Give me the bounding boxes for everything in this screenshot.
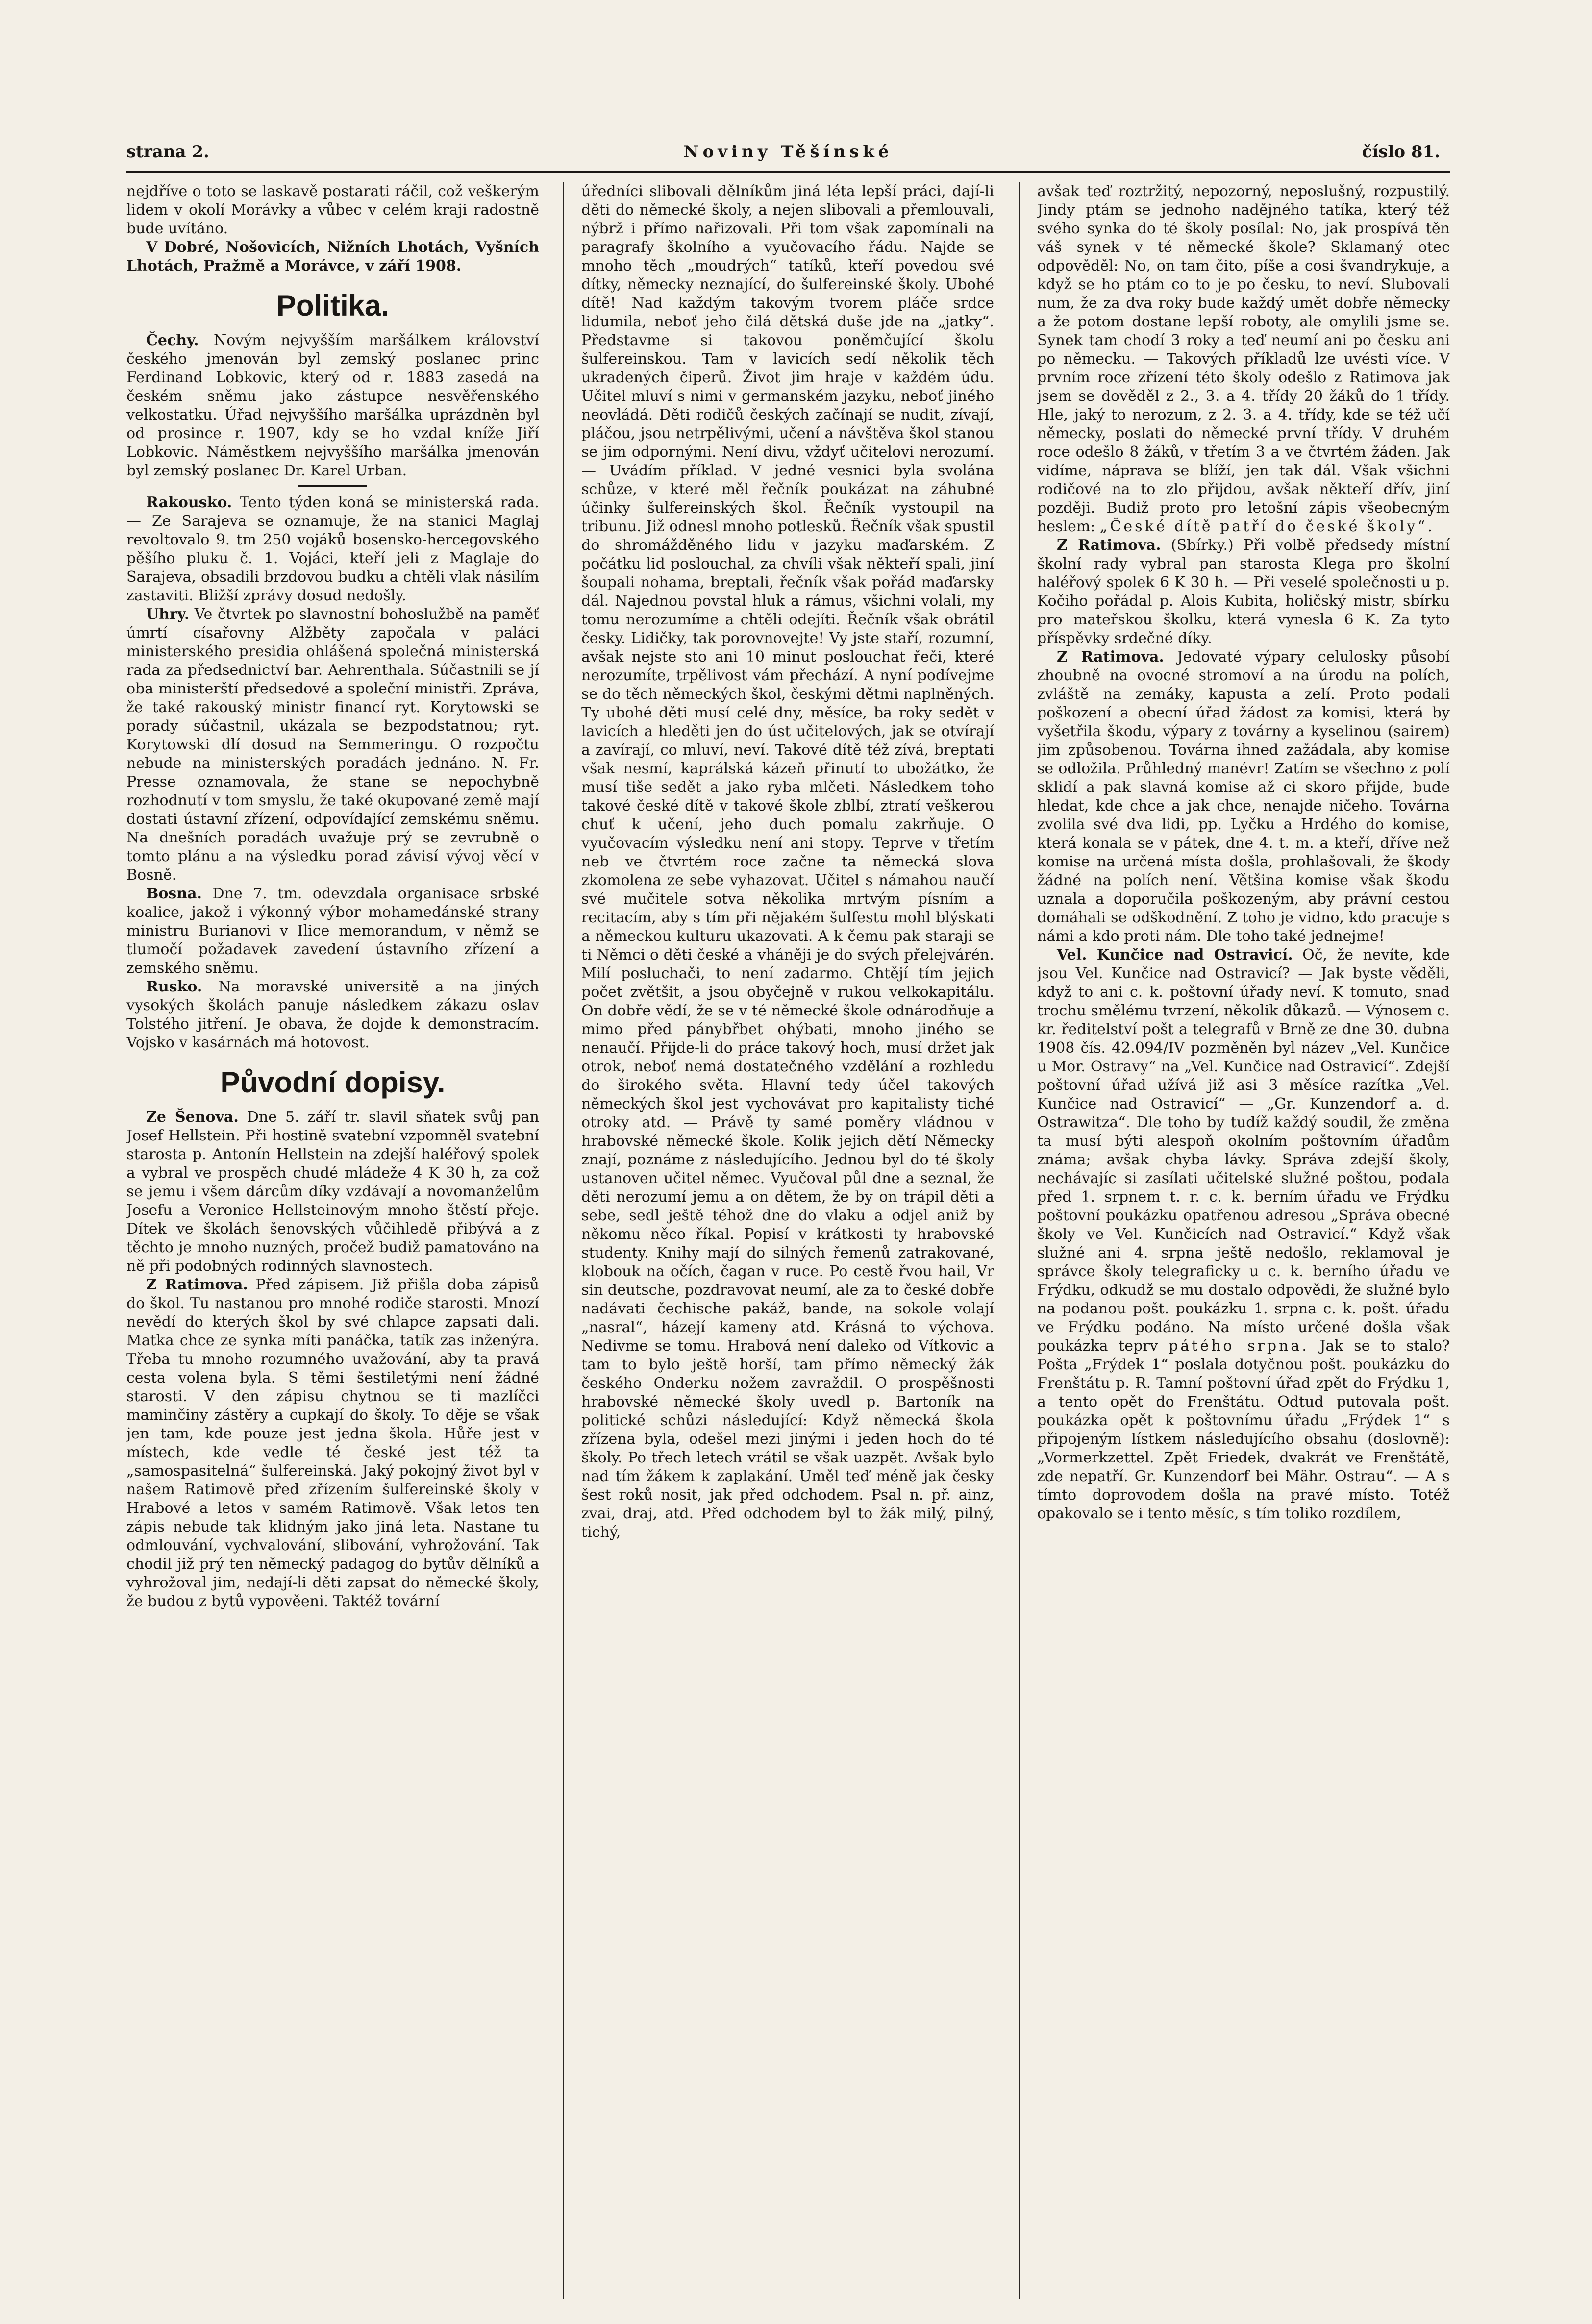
- article-senov: [126, 1108, 539, 1276]
- section-heading-politika: Politika.: [276, 289, 390, 322]
- signature-line: V Dobré, Nošovicích, Nižních Lhotách, Vyšních Lhotách, Pražmě a Morávce, v září 1908.: [126, 239, 539, 274]
- lead-label: Rusko.: [146, 978, 202, 995]
- column-3: [1037, 182, 1450, 2299]
- lead-label: Z Ratimova.: [146, 1276, 248, 1293]
- article-text: Na moravské universitě a na jiných vysokých školách panuje následkem zákazu oslav Tolstého jitření. Je obava, že dojde k demonstracím. Vojsko v kasárnách má hotovost.: [126, 978, 539, 1051]
- separator-rule: [298, 485, 367, 487]
- article-ratimov-zapis: [126, 1276, 539, 1611]
- lead-label: Čechy.: [146, 332, 199, 349]
- lead-label: Vel. Kunčice nad Ostravicí.: [1057, 946, 1293, 964]
- newspaper-page: [126, 137, 1450, 2308]
- article-text: (Sbírky.) Při volbě předsedy místní školní rady vybral pan starosta Klega pro školní haléřový spolek 6 K 30 h. — Při veselé společnosti u p. Kočiho pořádal p. Alois Kubita, holičský mistr, sbírku pro mateřskou školku, která vynesla 6 K. Za tyto příspěvky srdečné díky.: [1037, 537, 1450, 647]
- lead-label: Ze Šenova.: [146, 1109, 239, 1126]
- article-text: Tento týden koná se ministerská rada. — Ze Sarajeva se oznamuje, že na stanici Maglaj revoltovalo 9. tm 250 vojáků bosensko-hercegovského pěšího pluku č. 1. Vojáci, kteří jeli z Maglaje do Sarajeva, obsadili brzdovou budku a chtěli vlak násilím zastaviti. Bližší zprávy dosud nedošly.: [126, 494, 539, 604]
- section-heading-dopisy: Původní dopisy.: [220, 1066, 446, 1099]
- lead-label: Z Ratimova.: [1057, 648, 1164, 666]
- page-number: strana 2.: [126, 142, 209, 162]
- article-text: avšak teď roztržitý, nepozorný, neposlušný, rozpustilý. Jindy ptám se jednoho nadějného tatíka, který též svého synka do té školy posílal: No, jak prospívá těn váš synek v té německé škole? Sklamaný otec odpověděl: No, on tam čito, píše a cosi švandrykuje, a když se ho ptám co to je po česku, to neví. Slubovali num, že za dva roky bude každý umět dobře německy a že potom dostane lepší roboty, ale omylili jsme se. Synek tam chodí 3 roky a teď neumí ani po česku ani po německu. — Takových příkladů lze uvésti více. V prvním roce zřízení této školy odešlo z Ratimova jak jsem se dověděl z 2., 3. a 4. třídy 20 žáků do 1 třídy. Hle, jaký to nerozum, z 2. 3. a 4. třídy, kde se též učí německy, poslati do německé první třídy. V druhém roce odešlo 8 žáků, v třetím 3 a ve čtvrtém žáden. Jak vidíme, náprava se blíží, jen tak dál. Však všichni rodičové na to zlo přijdou, avšak někteří dřív, jiní později. Budiž proto pro letošní zápis všeobecným heslem:: [1037, 183, 1450, 535]
- column-divider: [1019, 182, 1020, 2299]
- article-continuation: [1037, 182, 1450, 536]
- article-continuation: úředníci slibovali dělníkům jiná léta lepší práci, dají-li děti do německé školy, a nejen slibovali a přemlouvali, nýbrž i přímo nařizovali. Při tom však zapomínali na paragrafy školního a vyučovacího řádu. Najde se mnoho těch „moudrých“ tatíků, kteří povedou své dítky, německy neznající, do šulfereinské školy. Ubohé dítě! Nad každým takovým tvorem pláče srdce lidumila, neboť jeho čilá dětská duše jde na „jatky“. Představme si takovou poněmčující školu šulfereinskou. Tam v lavicích sedí několik těch ukradených čiperů. Život jim hraje v každém údu. Učitel mluví s nimi v germanském jazyku, neboť jiného neovládá. Děti rodičů českých začínají se nudit, zívají, pláčou, jsou netrpělivými, učení a návštěva škol stanou se jim odpornými. Není divu, vždyť učitelovi nerozumí. — Uvádím příklad. V jedné vesnici byla svolána schůze, v které měl řečník poukázat na záhubné účinky šulfereinských škol. Řečník vystoupil na tribunu. Již odnesl mnoho potlesků. Řečník však spustil do shromážděného lidu v jazyku maďarském. Z počátku lid poslouchal, za chvíli však někteří spali, jiní šoupali nohama, breptali, řečník však pořád maďarsky dál. Najednou povstal hluk a rámus, všichni volali, my tomu nerozumíme a chtěli odejíti. Řečník však obrátil česky. Lidičky, tak porovnovejte! Vy jste staří, rozumní, avšak nejste sto ani 10 minut poslouchat řeči, které nerozumíte, trpělivost vám přechází. A nyní podívejme se do těch německých škol, českými dětmi naplněných. Ty ubohé děti musí celé dny, měsíce, ba roky sedět v lavicích a hleděti jen do úst učitelových, jak se otvírají a zavírají, co mluví, neví. Takové dítě též zívá, breptati však nesmí, kaprálská kázeň přinutí to ubožátko, že musí tiše sedět a jako ryba mlčeti. Následkem toho takové české dítě v takové škole zblbí, ztratí veškerou chuť k učení, jeho duch pomalu zakrňuje. O vyučovacím výsledku není ani stopy. Teprve v třetím neb ve čtvrtém roce začne ta německá slova zkomolena ze sebe vyhazovat. Učitel s námahou naučí své mučitele sotva několika mrtvým písním a recitacím, aby s tím při nějakém šulfestu mohl blýskati a německou kulturu ukazovati. A k čemu pak staraji se ti Němci o děti české a vháněji je do svých přelejvárén. Milí posluchači, to není zadarmo. Chtějí tím jejich počet zvětšit, a jsou obyčejně v rukou velkokapitálu. On dobře vědí, že se v té německé škole odnárodňuje a mimo před pánybřbet ohýbati, mnoho jiného se nenaučí. Přijde-li do práce takový hoch, musí držet jak otrok, neboť nemá dostatečného vzdělání a rozhledu do širokého světa. Hlavní tedy účel takových německých škol jest vychovávat pro kapitalisty tiché otroky atd. — Právě ty samé poměry vládnou v hrabovské německé škole. Kolik jejich dětí Německy znají, poznáme z následujícího. Jednou byl do té školy ustanoven učitel němec. Vyučoval půl dne a seznal, že děti nerozumí jemu a on dětem, že by on trápil děti a sebe, sedl ještě téhož dne do vlaku a odjel aniž by někomu něco říkal. Popisí v krátkosti ty hrabovské studenty. Knihy mají do silných řemenů zatrakované, klobouk na očích, čagan v ruce. Po cestě řvou hail, Vr sin deutsche, pozdravovat neumí, ale za to české dobře nadávati čechische pakáž, bande, na sokole volají „nasral“, házejí kameny atd. Krásná to výchova. Nedivme se tomu. Hrabová není daleko od Vítkovic a tam to bylo ještě horší, tam přímo německý žák českého Onderku nožem zavraždil. O prospěšnosti hrabovské německé školy uvedl p. Bartoník na politické schůzi následující: Když německá škola zřízena byla, odešel mezi jinými i jeden hoch do té školy. Po třech letech vrátil se však uazpět. Avšak bylo nad tím žákem k zaplakání. Uměl teď méně jak česky šest roků nosit, jak před odchodem. Psal n. př. ainz, zvai, draj, atd. Před odchodem byl to žák milý, pilný, tichý,: [581, 183, 994, 1541]
- issue-number: číslo 81.: [1362, 142, 1440, 162]
- article-ratimov-celulosa: [1037, 648, 1450, 946]
- article-text: Dne 5. září tr. slavil sňatek svůj pan Josef Hellstein. Při hostině svatební vzpomněl svatební starosta p. Antonín Hellstein na zdejší haléřový spolek a vybral ve prospěch chudé mládeže 4 K 30 h, za což se jemu i všem dárcům díky vzdávají a novomanželům Josefu a Veronice Hellsteinovým mnoho štěstí přeje. Dítek ve školách šenovských vůčihledě přibývá a z těchto je mnoho nuzných, pročež budiž pamatováno na ně při podobných rodinných slavnostech.: [126, 1109, 539, 1275]
- article-uhry: [126, 605, 539, 885]
- article-kuncice: [1037, 946, 1450, 1523]
- lead-label: Rakousko.: [146, 494, 232, 511]
- article-text: Jak se to stalo? Pošta „Frýdek 1“ poslala dotyčnou pošt. poukázku do Frenštátu p. R. Tamní poštovní úřad zpět do Frýdku 1, a tento opět do Frenštátu. Odtud putovala pošt. poukázka opět k poštovnímu úřadu „Frýdek 1“ s připojeným lístkem následujícího obsahu (doslovně): „Vormerkzettel. Zpět Friedek, dvakrát ve Frenštátě, zde nepatří. Gr. Kunzendorf bei Mähr. Ostrau“. — A s tímto doprovodem došla na pravé místo. Totéž opakovalo se i tento měsíc, s tím toliko rozdílem,: [1037, 1337, 1450, 1522]
- lead-label: Z Ratimova.: [1057, 537, 1161, 554]
- intro-paragraph: nejdříve o toto se laskavě postarati ráčil, což veškerým lidem v okolí Morávky a vůbec v celém kraji radostně bude uvítáno.: [126, 183, 539, 237]
- column-2: [581, 182, 994, 2299]
- column-1: [126, 182, 539, 2299]
- article-text: Jedovaté výpary celulosky působí zhoubně na ovocné stromoví a na úrodu na polích, zvláště na zemáky, kapusta a zelí. Proto podali poškození a obecní úřad žádost za komisi, která by vyšetřila škodu, výpary z továrny a kyselinou (sairem) jim způsobenou. Továrna ihned zažádala, aby komise se odložila. Průhledný manévr! Zatím se všechno z polí sklidí a pak slavná komise až ci skoro přijde, bude hledat, kde chce a jak chce, nenajde ničeho. Továrna zvolila své dva lidi, pp. Lyčku a Hrdého do komise, která konala se v pátek, dne 4. t. m. a kteří, dříve než komise na určená místa došla, prohlašovali, že škody žádné na polích není. Většina komise však škodu uznala a doporučila poškozeným, aby právní cestou domáhali se odškodnění. Z toho je vidno, kdo pracuje s námi a kdo proti nám. Dle toho také jednejme!: [1037, 648, 1450, 945]
- emphasis-text: pátého srpna.: [1169, 1337, 1309, 1355]
- article-rusko: [126, 978, 539, 1052]
- lead-label: Bosna.: [146, 885, 202, 902]
- article-text: Před zápisem. Již přišla doba zápisů do škol. Tu nastanou pro mnohé rodiče starosti. Mnozí nevědí do kterých škol by své chlapce zapsati dali. Matka chce ze synka míti panáčka, tatík zas inženýra. Třeba tu mnoho rozumného uvažování, aby ta pravá cesta volena byla. S těmi šestiletými není žádné starosti. V den zápisu chytnou se ti mazlíčci maminčiny zástěry a cupkají do školy. To děje se však jen tam, kde pouze jest jedna škola. Hůře jest v místech, kde vedle té české jest též ta „samospasitelná“ šulfereinská. Jaký pokojný život byl v našem Ratimově před zřízením šulfereinské školy v Hrabové a letos v samém Ratimově. Však letos ten zápis nebude tak klidným jako jiná leta. Nastane tu odmlouvání, vychvalování, slibování, vyhrožování. Tak chodil již prý ten německý padagog do bytův dělníků a vyhrožoval jim, nedají-li děti zapsat do německé školy, že budou z bytů vypověeni. Taktéž tovární: [126, 1276, 539, 1610]
- article-bosna: [126, 885, 539, 978]
- article-text: Ve čtvrtek po slavnostní bohoslužbě na paměť úmrtí císařovny Alžběty započala v paláci ministerského presidia ohlášená společná ministerská rada za předsednictví bar. Aehrenthala. Súčastnili se jí oba ministerští předsedové a společní ministři. Zpráva, že také rakouský ministr financí ryt. Korytowski se porady súčastnil, ukázala se bezpodstatnou; ryt. Korytowski dlí dosud na Semmeringu. O rozpočtu nebude na ministerských poradách jednáno. N. Fr. Presse oznamovala, že stane se nepochybně rozhodnutí v tom smyslu, že také okupované země mají dostati ústavní zřízení, odpovídající zemskému sněmu. Na dnešních poradách uvažuje prý se zevrubně o tomto plánu a na výsledku porad závisí vývoj věcí v Bosně.: [126, 606, 539, 884]
- column-divider: [563, 182, 564, 2299]
- article-text: Dne 7. tm. odevzdala organisace srbské koalice, jakož i výkonný výbor mohamedánské strany ministru Burianovi v Ilice memorandum, v němž se tlumočí požadavek zavedení ústavního zřízení a zemského sněmu.: [126, 885, 539, 977]
- newspaper-title: Noviny Těšínské: [683, 142, 893, 162]
- page-header: [126, 137, 1450, 167]
- article-cechy: [126, 331, 539, 480]
- article-text: Oč, že nevíte, kde jsou Vel. Kunčice nad Ostravicí? — Jak byste věděli, když to ani c. k. poštovní úřady neví. K tomuto, snad trochu smělému tvrzení, několik důkazů. — Výnosem c. kr. ředitelství pošt a telegrafů v Brně ze dne 30. dubna 1908 čís. 42.094/IV pozměněn byl název „Vel. Kunčice u Mor. Ostravy“ na „Vel. Kunčice nad Ostravicí“. Zdejší poštovní úřad užívá již asi 3 měsíce razítka „Vel. Kunčice nad Ostravicí“ — „Gr. Kunzendorf a. d. Ostrawitza“. Dle toho by tudíž každý soudil, že změna ta musí býti alespoň okolním poštovním úřadům známa; avšak chyba lávky. Správa zdejší školy, nechávajíc si zasílati učitelské služné poštou, podala před 1. srpnem t. r. c. k. berním úřadu ve Frýdku poštovní poukázku opatřenou adresou „Správa obecné školy ve Vel. Kunčicích nad Ostravicí.“ Když však služné ani 4. srpna ještě nedošlo, reklamoval je správce školy telegraficky u c. k. berního úřadu ve Frýdku, odkudž se mu dostalo odpovědi, že služné bylo na podanou pošt. poukázku 1. srpna c. k. pošt. úřadu ve Frýdku podáno. Na místo určené došla však poukázka teprv: [1037, 946, 1450, 1355]
- article-text: Novým nejvyšším maršálkem království českého jmenován byl zemský poslanec princ Ferdinand Lobkovic, který od r. 1883 zasedá na českém sněmu jako zástupce nesvěřenského velkostatku. Úřad nejvyššího maršálka uprázdněn byl od prosince r. 1907, kdy se ho vzdal kníže Jiří Lobkovic. Náměstkem nejvyššího maršálka jmenován byl zemský poslanec Dr. Karel Urban.: [126, 332, 539, 479]
- lead-label: Uhry.: [146, 606, 190, 623]
- header-rule: [126, 171, 1450, 173]
- slogan-text: „České dítě patří do české školy“.: [1099, 518, 1435, 535]
- article-ratimov-sbirky: [1037, 536, 1450, 648]
- article-rakousko: [126, 494, 539, 605]
